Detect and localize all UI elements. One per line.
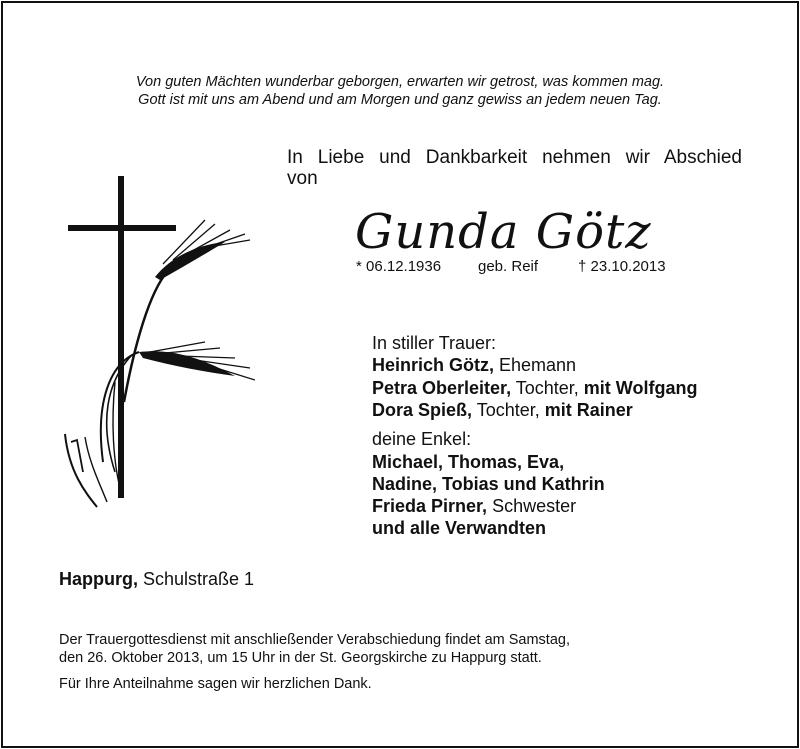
cross-with-wheat-icon	[55, 172, 255, 512]
grandchildren-heading: deine Enkel:	[372, 429, 472, 449]
mourner-role: Tochter,	[511, 378, 584, 398]
grandchildren-line-2: Nadine, Tobias und Kathrin	[372, 474, 605, 494]
mourner-role: Ehemann	[494, 355, 577, 375]
grandchildren-line-1: Michael, Thomas, Eva,	[372, 452, 565, 472]
notice-line-1: Der Trauergottesdienst mit anschließender Verabschiedung findet am Samstag,	[59, 632, 570, 648]
mourner-name: Petra Oberleiter,	[372, 378, 512, 398]
mourner-name: Heinrich Götz,	[372, 355, 495, 375]
address-place: Happurg,	[59, 569, 138, 589]
intro-line-2: von	[287, 168, 318, 189]
quote-line-2: Gott ist mit uns am Abend und am Morgen und ganz gewiss an jedem neuen Tag.	[138, 92, 662, 108]
birth-date: * 06.12.1936	[356, 258, 442, 275]
mourners-heading: In stiller Trauer:	[372, 333, 497, 353]
deceased-name: Gunda Götz	[355, 204, 652, 260]
mourner-row-sister	[372, 495, 576, 518]
mourner-role: Schwester	[487, 496, 577, 516]
mourner-row-daughter-2	[372, 399, 633, 422]
mourner-role: Tochter,	[472, 400, 545, 420]
mourner-partner: mit Wolfgang	[583, 378, 698, 398]
intro-line-1: In Liebe und Dankbarkeit nehmen wir Abschied	[287, 147, 742, 168]
mourner-name: Frieda Pirner,	[372, 496, 488, 516]
relatives-line: und alle Verwandten	[372, 518, 547, 538]
address	[59, 569, 254, 590]
mourner-name: Dora Spieß,	[372, 400, 473, 420]
notice-line-2: den 26. Oktober 2013, um 15 Uhr in der St. Georgskirche zu Happurg statt.	[59, 650, 542, 666]
notice-line-3: Für Ihre Anteilnahme sagen wir herzlichen Dank.	[59, 676, 372, 692]
mourner-partner: mit Rainer	[544, 400, 633, 420]
quote-line-1: Von guten Mächten wunderbar geborgen, erwarten wir getrost, was kommen mag.	[135, 74, 665, 90]
mourner-row-husband	[372, 354, 576, 377]
death-date: † 23.10.2013	[578, 258, 666, 275]
address-street: Schulstraße 1	[138, 569, 255, 589]
mourner-row-daughter-1	[372, 377, 697, 400]
maiden-name: geb. Reif	[478, 258, 539, 275]
